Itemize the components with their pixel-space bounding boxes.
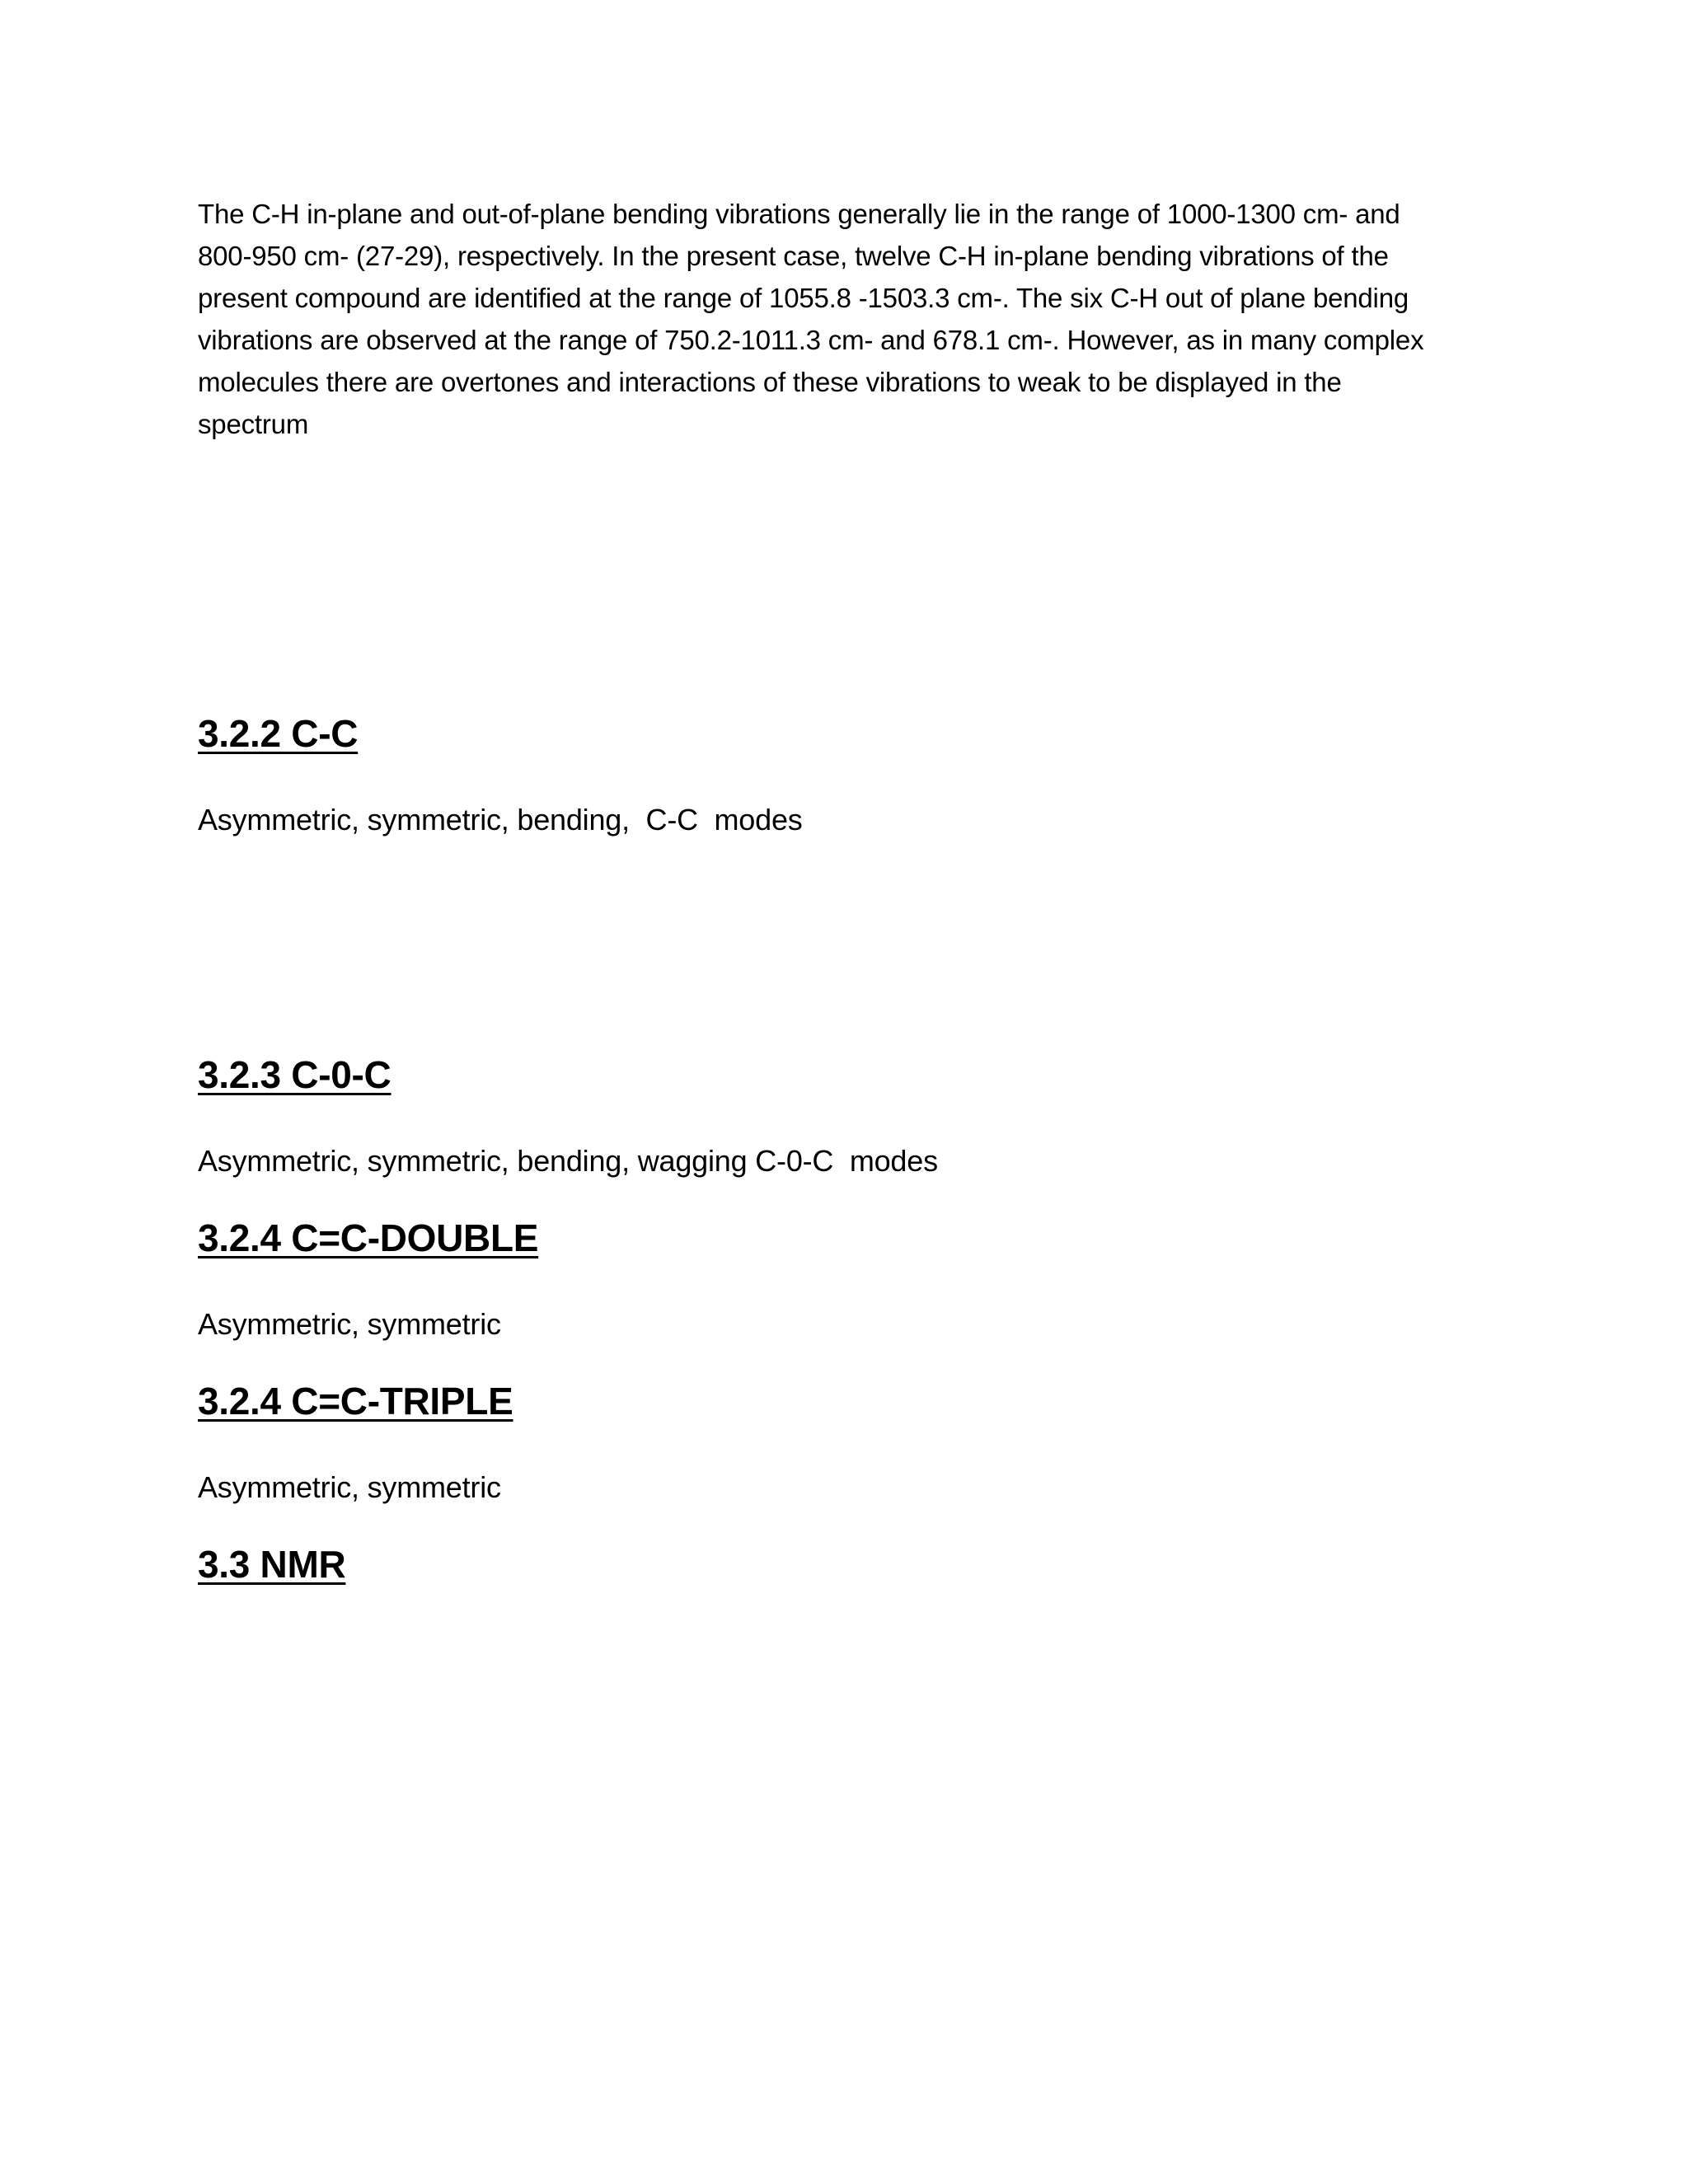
paragraph-line: spectrum <box>198 409 309 439</box>
section-heading-nmr: 3.3 NMR <box>198 1543 346 1586</box>
section-heading-c-o-c: 3.2.3 C-0-C <box>198 1053 392 1096</box>
paragraph-line: vibrations are observed at the range of 750.2-1011.3 cm- and 678.1 cm-. However, as in many complex <box>198 325 1424 355</box>
paragraph-line: molecules there are overtones and interactions of these vibrations to weak to be displayed in the <box>198 367 1342 397</box>
section-heading-c-c: 3.2.2 C-C <box>198 712 359 755</box>
paragraph-line: present compound are identified at the range of 1055.8 -1503.3 cm-. The six C-H out of plane bending <box>198 283 1409 313</box>
section-heading-c-c-double: 3.2.4 C=C-DOUBLE <box>198 1216 539 1259</box>
paragraph-line: 800-950 cm- (27-29), respectively. In the present case, twelve C-H in-plane bending vibrations of the <box>198 241 1389 271</box>
section-body-c-o-c: Asymmetric, symmetric, bending, wagging C-0-C modes <box>198 1144 938 1178</box>
section-body-c-c-triple: Asymmetric, symmetric <box>198 1470 501 1504</box>
paragraph-line: The C-H in-plane and out-of-plane bending vibrations generally lie in the range of 1000-1300 cm- and <box>198 199 1400 229</box>
section-heading-c-c-triple: 3.2.4 C=C-TRIPLE <box>198 1380 513 1422</box>
section-body-c-c: Asymmetric, symmetric, bending, C-C modes <box>198 803 803 837</box>
section-body-c-c-double: Asymmetric, symmetric <box>198 1307 501 1341</box>
